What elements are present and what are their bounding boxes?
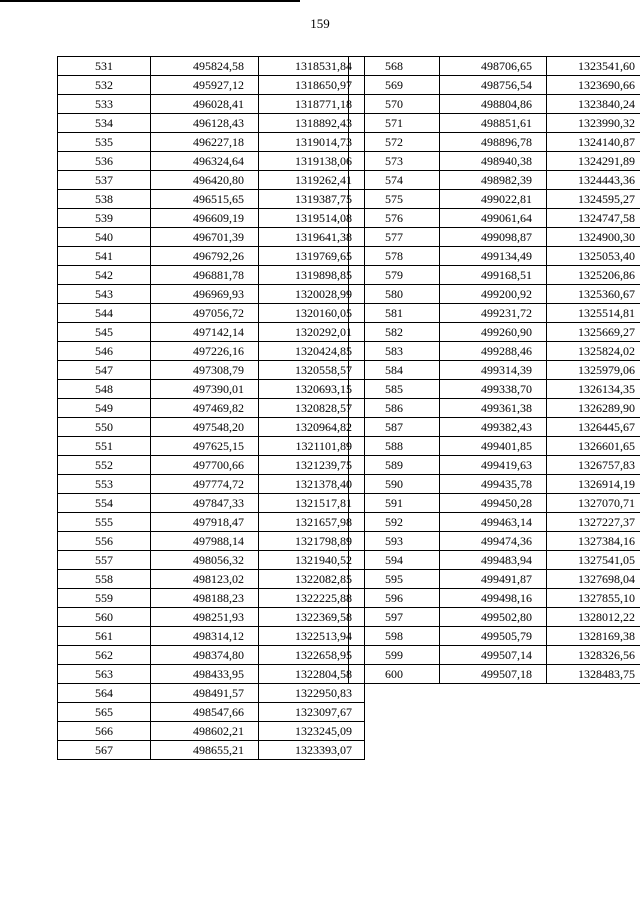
table-row xyxy=(58,323,365,342)
x-coordinate-cell: 499463,14 xyxy=(440,513,547,532)
x-coordinate-cell: 499401,85 xyxy=(440,437,547,456)
table-row xyxy=(349,513,640,532)
table-row xyxy=(349,646,640,665)
point-number-cell: 586 xyxy=(349,399,440,418)
y-coordinate-cell: 1324900,30 xyxy=(547,228,640,247)
point-number-cell: 558 xyxy=(58,570,151,589)
y-coordinate-cell: 1324140,87 xyxy=(547,133,640,152)
y-coordinate-cell: 1325824,02 xyxy=(547,342,640,361)
x-coordinate-cell: 496227,18 xyxy=(151,133,259,152)
x-coordinate-cell: 499200,92 xyxy=(440,285,547,304)
page-number: 159 xyxy=(310,16,330,31)
point-number-cell: 554 xyxy=(58,494,151,513)
y-coordinate-cell: 1328012,22 xyxy=(547,608,640,627)
table-row xyxy=(58,665,365,684)
y-coordinate-cell: 1326914,19 xyxy=(547,475,640,494)
x-coordinate-cell: 496609,19 xyxy=(151,209,259,228)
x-coordinate-cell: 499314,39 xyxy=(440,361,547,380)
x-coordinate-cell: 498491,57 xyxy=(151,684,259,703)
table-row xyxy=(58,380,365,399)
y-coordinate-cell: 1324443,36 xyxy=(547,171,640,190)
x-coordinate-cell: 498756,54 xyxy=(440,76,547,95)
point-number-cell: 596 xyxy=(349,589,440,608)
table-row xyxy=(349,285,640,304)
y-coordinate-cell: 1323690,66 xyxy=(547,76,640,95)
point-number-cell: 532 xyxy=(58,76,151,95)
y-coordinate-cell: 1320292,01 xyxy=(259,323,365,342)
table-row xyxy=(349,570,640,589)
x-coordinate-cell: 499288,46 xyxy=(440,342,547,361)
y-coordinate-cell: 1322225,88 xyxy=(259,589,365,608)
table-row xyxy=(349,456,640,475)
table-row xyxy=(58,608,365,627)
x-coordinate-cell: 498374,80 xyxy=(151,646,259,665)
point-number-cell: 556 xyxy=(58,532,151,551)
x-coordinate-cell: 497056,72 xyxy=(151,304,259,323)
y-coordinate-cell: 1319641,38 xyxy=(259,228,365,247)
x-coordinate-cell: 499134,49 xyxy=(440,247,547,266)
table-row xyxy=(58,361,365,380)
table-row xyxy=(58,646,365,665)
x-coordinate-cell: 496324,64 xyxy=(151,152,259,171)
point-number-cell: 598 xyxy=(349,627,440,646)
y-coordinate-cell: 1321101,89 xyxy=(259,437,365,456)
x-coordinate-cell: 498547,66 xyxy=(151,703,259,722)
x-coordinate-cell: 499361,38 xyxy=(440,399,547,418)
y-coordinate-cell: 1324291,89 xyxy=(547,152,640,171)
y-coordinate-cell: 1322369,58 xyxy=(259,608,365,627)
y-coordinate-cell: 1321239,75 xyxy=(259,456,365,475)
y-coordinate-cell: 1326445,67 xyxy=(547,418,640,437)
point-number-cell: 539 xyxy=(58,209,151,228)
point-number-cell: 600 xyxy=(349,665,440,684)
point-number-cell: 553 xyxy=(58,475,151,494)
y-coordinate-cell: 1327384,16 xyxy=(547,532,640,551)
point-number-cell: 573 xyxy=(349,152,440,171)
table-row xyxy=(58,703,365,722)
table-row xyxy=(58,494,365,513)
x-coordinate-cell: 499505,79 xyxy=(440,627,547,646)
table-row xyxy=(349,171,640,190)
y-coordinate-cell: 1322804,58 xyxy=(259,665,365,684)
point-number-cell: 599 xyxy=(349,646,440,665)
x-coordinate-cell: 496792,26 xyxy=(151,247,259,266)
y-coordinate-cell: 1326289,90 xyxy=(547,399,640,418)
table-row xyxy=(58,456,365,475)
table-row xyxy=(58,95,365,114)
point-number-cell: 544 xyxy=(58,304,151,323)
point-number-cell: 548 xyxy=(58,380,151,399)
table-row xyxy=(58,171,365,190)
x-coordinate-cell: 499419,63 xyxy=(440,456,547,475)
y-coordinate-cell: 1328483,75 xyxy=(547,665,640,684)
y-coordinate-cell: 1322950,83 xyxy=(259,684,365,703)
table-row xyxy=(58,551,365,570)
y-coordinate-cell: 1320424,85 xyxy=(259,342,365,361)
y-coordinate-cell: 1320693,15 xyxy=(259,380,365,399)
y-coordinate-cell: 1320558,57 xyxy=(259,361,365,380)
table-row xyxy=(349,228,640,247)
y-coordinate-cell: 1319898,85 xyxy=(259,266,365,285)
table-row xyxy=(58,399,365,418)
table-row xyxy=(349,532,640,551)
y-coordinate-cell: 1324595,27 xyxy=(547,190,640,209)
point-number-cell: 583 xyxy=(349,342,440,361)
table-row xyxy=(58,285,365,304)
x-coordinate-cell: 497226,16 xyxy=(151,342,259,361)
y-coordinate-cell: 1327541,05 xyxy=(547,551,640,570)
x-coordinate-cell: 496701,39 xyxy=(151,228,259,247)
y-coordinate-cell: 1326134,35 xyxy=(547,380,640,399)
table-row xyxy=(349,304,640,323)
table-row xyxy=(349,95,640,114)
point-number-cell: 564 xyxy=(58,684,151,703)
point-number-cell: 579 xyxy=(349,266,440,285)
point-number-cell: 550 xyxy=(58,418,151,437)
table-row xyxy=(349,399,640,418)
table-row xyxy=(349,665,640,684)
y-coordinate-cell: 1325206,86 xyxy=(547,266,640,285)
point-number-cell: 574 xyxy=(349,171,440,190)
point-number-cell: 536 xyxy=(58,152,151,171)
x-coordinate-cell: 499382,43 xyxy=(440,418,547,437)
table-row xyxy=(58,570,365,589)
table-row xyxy=(349,76,640,95)
x-coordinate-cell: 499491,87 xyxy=(440,570,547,589)
y-coordinate-cell: 1326757,83 xyxy=(547,456,640,475)
table-row xyxy=(349,589,640,608)
y-coordinate-cell: 1327070,71 xyxy=(547,494,640,513)
point-number-cell: 535 xyxy=(58,133,151,152)
coordinates-table-right xyxy=(348,56,640,684)
table-row xyxy=(58,304,365,323)
table-row xyxy=(349,190,640,209)
x-coordinate-cell: 499061,64 xyxy=(440,209,547,228)
x-coordinate-cell: 497142,14 xyxy=(151,323,259,342)
table-row xyxy=(58,722,365,741)
table-row xyxy=(58,513,365,532)
x-coordinate-cell: 498655,21 xyxy=(151,741,259,760)
x-coordinate-cell: 496420,80 xyxy=(151,171,259,190)
x-coordinate-cell: 497625,15 xyxy=(151,437,259,456)
table-row xyxy=(349,342,640,361)
x-coordinate-cell: 499498,16 xyxy=(440,589,547,608)
table-row xyxy=(349,475,640,494)
x-coordinate-cell: 498940,38 xyxy=(440,152,547,171)
point-number-cell: 557 xyxy=(58,551,151,570)
point-number-cell: 590 xyxy=(349,475,440,494)
y-coordinate-cell: 1323097,67 xyxy=(259,703,365,722)
table-row xyxy=(349,608,640,627)
x-coordinate-cell: 498123,02 xyxy=(151,570,259,589)
point-number-cell: 584 xyxy=(349,361,440,380)
x-coordinate-cell: 499502,80 xyxy=(440,608,547,627)
point-number-cell: 593 xyxy=(349,532,440,551)
table-row xyxy=(349,418,640,437)
table-row xyxy=(58,152,365,171)
point-number-cell: 561 xyxy=(58,627,151,646)
y-coordinate-cell: 1319514,08 xyxy=(259,209,365,228)
y-coordinate-cell: 1328326,56 xyxy=(547,646,640,665)
y-coordinate-cell: 1325979,06 xyxy=(547,361,640,380)
point-number-cell: 555 xyxy=(58,513,151,532)
y-coordinate-cell: 1322082,85 xyxy=(259,570,365,589)
table-row xyxy=(58,589,365,608)
table-row xyxy=(349,323,640,342)
x-coordinate-cell: 499231,72 xyxy=(440,304,547,323)
point-number-cell: 543 xyxy=(58,285,151,304)
x-coordinate-cell: 499507,14 xyxy=(440,646,547,665)
table-row xyxy=(58,228,365,247)
y-coordinate-cell: 1327227,37 xyxy=(547,513,640,532)
table-row xyxy=(349,114,640,133)
table-row xyxy=(349,247,640,266)
table-row xyxy=(349,551,640,570)
point-number-cell: 577 xyxy=(349,228,440,247)
table-row xyxy=(58,247,365,266)
table-row xyxy=(58,342,365,361)
x-coordinate-cell: 499474,36 xyxy=(440,532,547,551)
table-row xyxy=(349,209,640,228)
point-number-cell: 546 xyxy=(58,342,151,361)
y-coordinate-cell: 1321798,89 xyxy=(259,532,365,551)
x-coordinate-cell: 498851,61 xyxy=(440,114,547,133)
point-number-cell: 563 xyxy=(58,665,151,684)
y-coordinate-cell: 1322513,94 xyxy=(259,627,365,646)
table-row xyxy=(349,152,640,171)
point-number-cell: 565 xyxy=(58,703,151,722)
x-coordinate-cell: 497469,82 xyxy=(151,399,259,418)
x-coordinate-cell: 496881,78 xyxy=(151,266,259,285)
y-coordinate-cell: 1320160,05 xyxy=(259,304,365,323)
point-number-cell: 585 xyxy=(349,380,440,399)
y-coordinate-cell: 1321940,52 xyxy=(259,551,365,570)
point-number-cell: 580 xyxy=(349,285,440,304)
x-coordinate-cell: 498602,21 xyxy=(151,722,259,741)
table-row xyxy=(349,133,640,152)
y-coordinate-cell: 1321378,40 xyxy=(259,475,365,494)
point-number-cell: 560 xyxy=(58,608,151,627)
table-row xyxy=(58,57,365,76)
y-coordinate-cell: 1327855,10 xyxy=(547,589,640,608)
x-coordinate-cell: 497390,01 xyxy=(151,380,259,399)
y-coordinate-cell: 1319262,41 xyxy=(259,171,365,190)
x-coordinate-cell: 497847,33 xyxy=(151,494,259,513)
y-coordinate-cell: 1320028,99 xyxy=(259,285,365,304)
point-number-cell: 542 xyxy=(58,266,151,285)
point-number-cell: 570 xyxy=(349,95,440,114)
table-row xyxy=(349,266,640,285)
x-coordinate-cell: 495824,58 xyxy=(151,57,259,76)
y-coordinate-cell: 1326601,65 xyxy=(547,437,640,456)
point-number-cell: 569 xyxy=(349,76,440,95)
point-number-cell: 591 xyxy=(349,494,440,513)
point-number-cell: 594 xyxy=(349,551,440,570)
y-coordinate-cell: 1318531,84 xyxy=(259,57,365,76)
y-coordinate-cell: 1325669,27 xyxy=(547,323,640,342)
point-number-cell: 572 xyxy=(349,133,440,152)
point-number-cell: 589 xyxy=(349,456,440,475)
table-row xyxy=(58,418,365,437)
y-coordinate-cell: 1323541,60 xyxy=(547,57,640,76)
y-coordinate-cell: 1319769,65 xyxy=(259,247,365,266)
table-row xyxy=(349,437,640,456)
x-coordinate-cell: 498896,78 xyxy=(440,133,547,152)
x-coordinate-cell: 496515,65 xyxy=(151,190,259,209)
x-coordinate-cell: 498251,93 xyxy=(151,608,259,627)
x-coordinate-cell: 499450,28 xyxy=(440,494,547,513)
table-row xyxy=(58,532,365,551)
table-row xyxy=(58,114,365,133)
table-row xyxy=(58,475,365,494)
table-row xyxy=(349,57,640,76)
point-number-cell: 534 xyxy=(58,114,151,133)
x-coordinate-cell: 499098,87 xyxy=(440,228,547,247)
x-coordinate-cell: 498056,32 xyxy=(151,551,259,570)
x-coordinate-cell: 499483,94 xyxy=(440,551,547,570)
point-number-cell: 533 xyxy=(58,95,151,114)
table-row xyxy=(349,380,640,399)
x-coordinate-cell: 497700,66 xyxy=(151,456,259,475)
point-number-cell: 592 xyxy=(349,513,440,532)
table-row xyxy=(349,494,640,513)
y-coordinate-cell: 1319138,06 xyxy=(259,152,365,171)
point-number-cell: 547 xyxy=(58,361,151,380)
point-number-cell: 540 xyxy=(58,228,151,247)
y-coordinate-cell: 1323245,09 xyxy=(259,722,365,741)
top-rule xyxy=(0,0,300,2)
y-coordinate-cell: 1319014,73 xyxy=(259,133,365,152)
table-row xyxy=(58,190,365,209)
x-coordinate-cell: 497774,72 xyxy=(151,475,259,494)
point-number-cell: 545 xyxy=(58,323,151,342)
point-number-cell: 562 xyxy=(58,646,151,665)
x-coordinate-cell: 498804,86 xyxy=(440,95,547,114)
x-coordinate-cell: 496028,41 xyxy=(151,95,259,114)
point-number-cell: 567 xyxy=(58,741,151,760)
point-number-cell: 559 xyxy=(58,589,151,608)
coordinates-table-left xyxy=(57,56,365,760)
y-coordinate-cell: 1323840,24 xyxy=(547,95,640,114)
table-row xyxy=(58,76,365,95)
point-number-cell: 575 xyxy=(349,190,440,209)
point-number-cell: 587 xyxy=(349,418,440,437)
point-number-cell: 581 xyxy=(349,304,440,323)
point-number-cell: 576 xyxy=(349,209,440,228)
x-coordinate-cell: 498982,39 xyxy=(440,171,547,190)
point-number-cell: 595 xyxy=(349,570,440,589)
y-coordinate-cell: 1325360,67 xyxy=(547,285,640,304)
x-coordinate-cell: 499435,78 xyxy=(440,475,547,494)
x-coordinate-cell: 495927,12 xyxy=(151,76,259,95)
point-number-cell: 531 xyxy=(58,57,151,76)
point-number-cell: 541 xyxy=(58,247,151,266)
y-coordinate-cell: 1327698,04 xyxy=(547,570,640,589)
x-coordinate-cell: 499507,18 xyxy=(440,665,547,684)
point-number-cell: 549 xyxy=(58,399,151,418)
point-number-cell: 578 xyxy=(349,247,440,266)
table-row xyxy=(58,266,365,285)
y-coordinate-cell: 1318771,18 xyxy=(259,95,365,114)
x-coordinate-cell: 498188,23 xyxy=(151,589,259,608)
x-coordinate-cell: 497918,47 xyxy=(151,513,259,532)
y-coordinate-cell: 1320828,57 xyxy=(259,399,365,418)
table-row xyxy=(349,361,640,380)
x-coordinate-cell: 497988,14 xyxy=(151,532,259,551)
x-coordinate-cell: 499260,90 xyxy=(440,323,547,342)
table-row xyxy=(58,741,365,760)
x-coordinate-cell: 498433,95 xyxy=(151,665,259,684)
point-number-cell: 552 xyxy=(58,456,151,475)
y-coordinate-cell: 1323990,32 xyxy=(547,114,640,133)
x-coordinate-cell: 497548,20 xyxy=(151,418,259,437)
table-row xyxy=(58,133,365,152)
y-coordinate-cell: 1328169,38 xyxy=(547,627,640,646)
table-row xyxy=(349,627,640,646)
point-number-cell: 568 xyxy=(349,57,440,76)
y-coordinate-cell: 1322658,95 xyxy=(259,646,365,665)
table-row xyxy=(58,209,365,228)
table-row xyxy=(58,437,365,456)
point-number-cell: 538 xyxy=(58,190,151,209)
point-number-cell: 537 xyxy=(58,171,151,190)
point-number-cell: 566 xyxy=(58,722,151,741)
y-coordinate-cell: 1318892,43 xyxy=(259,114,365,133)
x-coordinate-cell: 498314,12 xyxy=(151,627,259,646)
point-number-cell: 597 xyxy=(349,608,440,627)
x-coordinate-cell: 496128,43 xyxy=(151,114,259,133)
y-coordinate-cell: 1318650,97 xyxy=(259,76,365,95)
y-coordinate-cell: 1321657,98 xyxy=(259,513,365,532)
y-coordinate-cell: 1323393,07 xyxy=(259,741,365,760)
x-coordinate-cell: 498706,65 xyxy=(440,57,547,76)
point-number-cell: 571 xyxy=(349,114,440,133)
y-coordinate-cell: 1325514,81 xyxy=(547,304,640,323)
y-coordinate-cell: 1319387,75 xyxy=(259,190,365,209)
x-coordinate-cell: 499022,81 xyxy=(440,190,547,209)
x-coordinate-cell: 499338,70 xyxy=(440,380,547,399)
point-number-cell: 588 xyxy=(349,437,440,456)
table-row xyxy=(58,684,365,703)
y-coordinate-cell: 1320964,82 xyxy=(259,418,365,437)
y-coordinate-cell: 1324747,58 xyxy=(547,209,640,228)
x-coordinate-cell: 496969,93 xyxy=(151,285,259,304)
y-coordinate-cell: 1321517,81 xyxy=(259,494,365,513)
y-coordinate-cell: 1325053,40 xyxy=(547,247,640,266)
x-coordinate-cell: 497308,79 xyxy=(151,361,259,380)
point-number-cell: 582 xyxy=(349,323,440,342)
table-row xyxy=(58,627,365,646)
point-number-cell: 551 xyxy=(58,437,151,456)
x-coordinate-cell: 499168,51 xyxy=(440,266,547,285)
